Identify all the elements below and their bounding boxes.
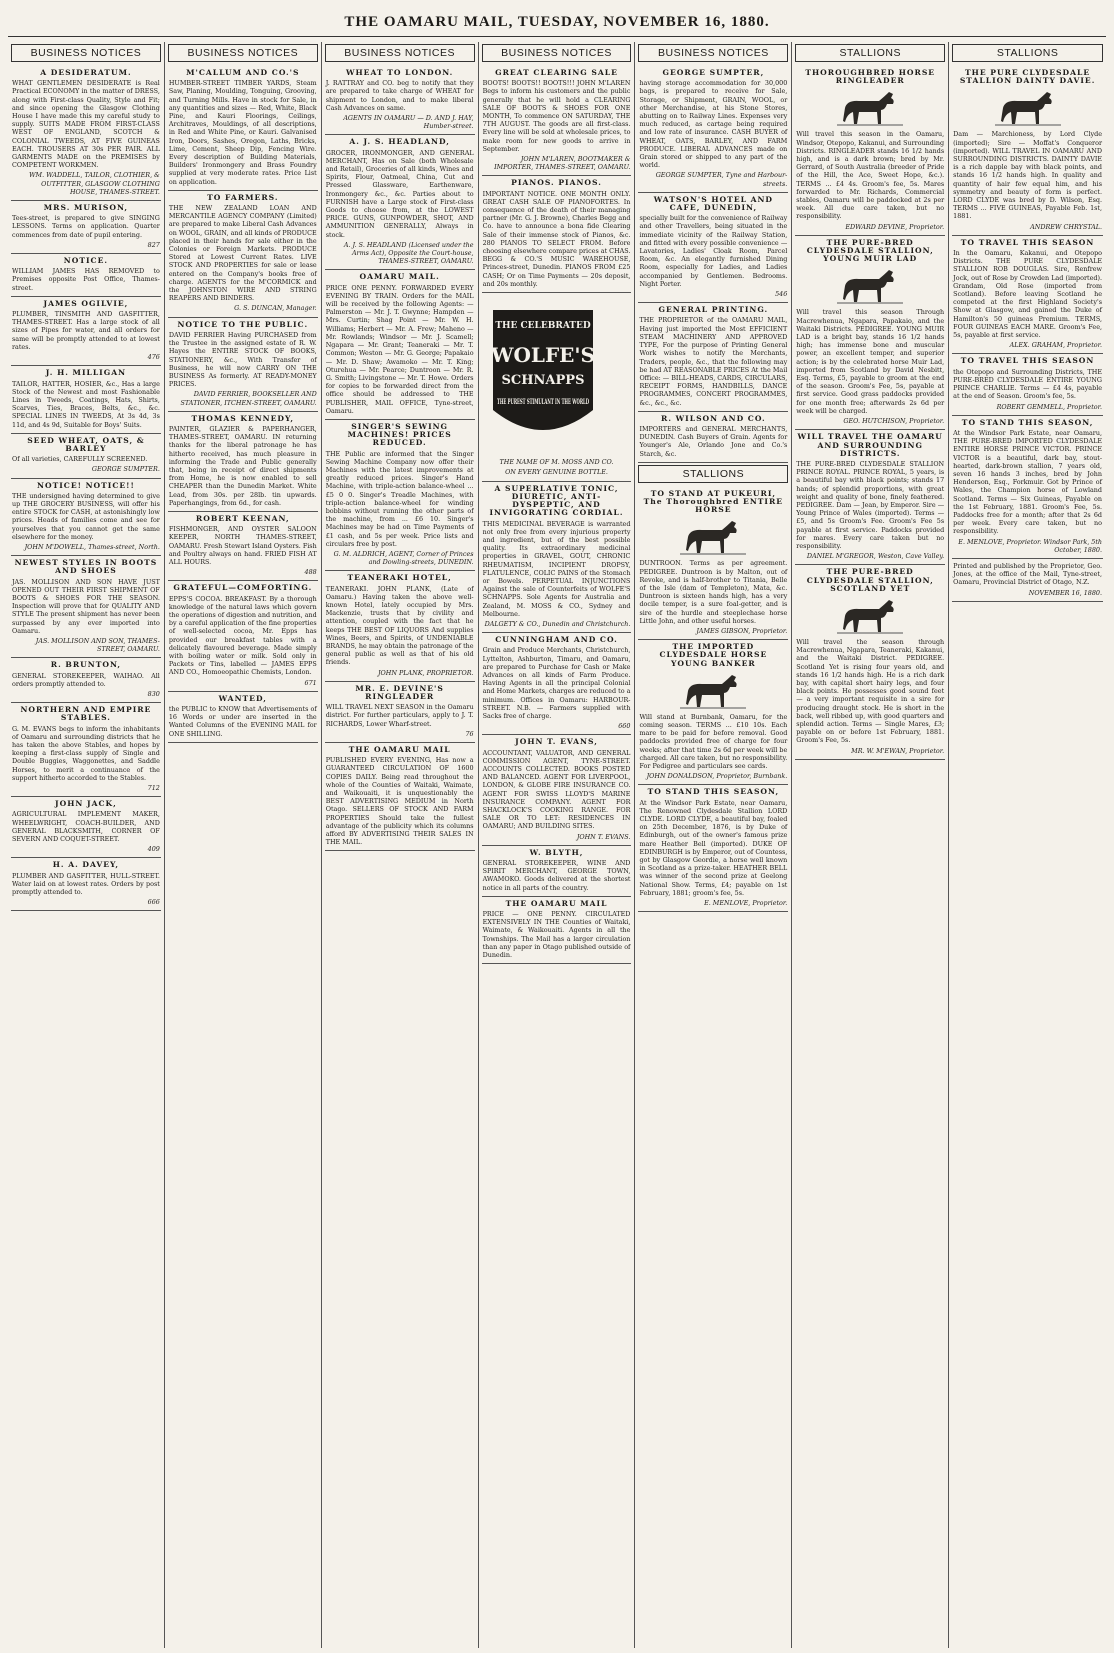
ad-body: THE PURE-BRED CLYDESDALE STALLION PRINCE ROYAL. PRINCE ROYAL, 5 years, is a beautiful bay with black points; stands 17 hands; of splendid proportions, with great weight and quality of bone, finely feathered. PEDIGREE. Dam — Jean, by Emperor. Sire — Young Prince of Wales (imported). Terms — £5, and 5s Groom's Fee. Groom's Fee 5s payable at first service. Paddocks provided for mares. Every care taken but no responsibility. (796, 459, 945, 550)
ad-body: Will travel the season through Macrewhenua, Ngapara, Teaneraki, Kakanui, and the Waitaki District. PEDIGREE. Scotland Yet is rising four years old, and stands 16 1/2 hands high. He is a rich dark bay, with capital short hairy legs, and four black points. He possesses good sound feet — a very important requisite in a sire for producing draught stock. He is short in the back, well ribbed up, with good quarters and splendid action. Terms — Single Mares, £3; payable on or before 1st February, 1881. Groom's Fee, 5s. (796, 637, 945, 745)
advertisement (952, 354, 1103, 415)
ad-signature: 660 (618, 722, 631, 731)
ad-body: PAINTER, GLAZIER & PAPERHANGER, THAMES-STREET, OAMARU. IN returning thanks for the liberal patronage he has hitherto received, has much pleasure in informing the Trade and Public generally that, being in receipt of direct shipments from Home, he is now enabled to sell CHEAPER than the Dunedin Market. White Lead, from 30s. per 28lb. tin upwards. Paperhangings, from 6d., for cash. (168, 424, 317, 507)
ad-body: G. M. EVANS begs to inform the inhabitants of Oamaru and surrounding districts that he has taken the above Stables, and hopes by keeping a first-class supply of Single and Double Buggies, Waggonettes, and Saddle Horses, to merit a continuance of the support hitherto accorded to the Stables. (12, 724, 160, 782)
ad-signature: JOHN T. EVANS. (576, 832, 631, 841)
advertisement (168, 66, 318, 191)
ad-body: Of all varieties, CAREFULLY SCREENED. (12, 455, 148, 464)
ad-heading: TO TRAVEL THIS SEASON (960, 237, 1095, 247)
ad-heading: NORTHERN AND EMPIRE STABLES. (20, 705, 152, 723)
emblem-right-text: ON EVERY GENUINE BOTTLE. (505, 468, 608, 477)
ad-heading: NOTICE! NOTICE!! (37, 480, 135, 490)
emblem-left-text: THE NAME OF M. MOSS AND CO. (499, 458, 614, 467)
ad-body: J. RATTRAY and CO. beg to notify that they are prepared to take charge of WHEAT for shipment to London, and to make liberal Cash Advances on same. (325, 79, 474, 112)
ad-signature: ANDREW CHRYSTAL. (1030, 222, 1103, 231)
ad-heading: GRATEFUL—COMFORTING. (173, 583, 313, 593)
column-heading: STALLIONS (952, 44, 1103, 62)
advertisement (11, 297, 161, 366)
emblem-bottom: THE PUREST STIMULANT IN THE WORLD (496, 397, 589, 407)
ad-signature: GEORGE SUMPTER. (91, 465, 160, 474)
advertisement (795, 236, 945, 430)
advertisement (482, 176, 632, 293)
ad-heading: TO STAND THIS SEASON, (647, 787, 780, 797)
ad-signature: E. MENLOVE, Proprietor. Windsor Park, 5th October, 1880. (958, 537, 1103, 554)
ad-heading: A SUPERLATIVE TONIC, DIURETIC, ANTI-DYSPEPTIC, AND INVIGORATING CORDIAL. (489, 483, 624, 518)
ad-body: Will travel this season in the Oamaru, Windsor, Otepopo, Kakanui, and Surrounding Districts. RINGLEADER stands 16 1/2 hands high, and is a dark brown; bred by Mr. Gerrard, of South Australia (breeder of Pride of the Hill, the Ace, Sweet Hope, &c.). TERMS ... £4 4s. Groom's fee, 5s. Mares forwarded to Mr. Richards, Commercial stables, Oamaru will be paddocked at 2s per week. All due care taken, but no responsibility. (796, 130, 945, 221)
ad-signature: NOVEMBER 16, 1880. (1028, 588, 1103, 597)
ad-signature: E. MENLOVE, Proprietor. (704, 899, 788, 908)
advertisement (638, 412, 788, 463)
ad-heading: TO TRAVEL THIS SEASON (960, 356, 1095, 366)
ad-body: PRICE ONE PENNY. FORWARDED EVERY EVENING BY TRAIN. Orders for the MAIL will be received by the following Agents: — Palmerston — Mr. J. T. Gwynne; Hampden — Mrs. Curtin; Shag Point — Mr. W. H. Williams; Herbert — Mr. A. Frew; Maheno — Mr. Rowlands; Windsor — Mr. J. Scamell; Ngapara — Mr. Grant; Teaneraki — Mr. T. Common; Weston — Mr. G. George; Papakaio — Mr. D. Shaw; Awamoko — Mr. T. King; Oturehua — Mr. Pearce; Duntroon — Mr. R. G. Smith; Livingstone — Mr. T. Howe. Orders for copies to be forwarded direct from the office should be addressed to THE PUBLISHER, MAIL OFFICE, Tyne-street, Oamaru. (325, 283, 474, 415)
ad-body: GENERAL STOREKEEPER, WINE AND SPIRIT MERCHANT, GEORGE TOWN, AWAMOKO. Goods delivered at the shortest notice in all parts of the country. (482, 859, 631, 892)
ad-heading: THE PURE-BRED CLYDESDALE STALLION, SCOTLAND YET (806, 567, 934, 593)
ad-body: specially built for the convenience of Railway and other Travellers, being situated in the immediate vicinity of the Railway Station, and fitted with every possible convenience — Lavatories, Ladies' Cloak Room, Parcel Room, &c. An elegantly furnished Dining Room, especially for Ladies, and Ladies accompanied by Gentlemen. Bedrooms. Night Porter. (639, 214, 788, 288)
ad-signature: JOHN M'LAREN, BOOTMAKER & IMPORTER, THAMES-STREET, OAMARU. (494, 155, 631, 172)
ad-body: PUBLISHED EVERY EVENING, Has now a GUARANTEED CIRCULATION OF 1600 COPIES DAILY. Being read throughout the whole of the Counties of Waitaki, Waimate, and Waikouaiti, it is unquestionably the BEST ADVERTISING MEDIUM in North Otago. SELLERS OF STOCK AND FARM PROPERTIES Should take the fullest advantage of the publicity which its columns afford BY ADVERTISING THEIR SALES IN THE MAIL. (325, 756, 474, 847)
advertisement (952, 416, 1103, 559)
ad-body: Will stand at Burnbank, Oamaru, for the coming season. TERMS ... £10 10s. Each mare to be paid for before removal. Good paddocks provided free of charge for four weeks; after that time 2s 6d per week will be charged. All care taken, but no responsibility. For Pedigree and particulars see cards. (639, 712, 788, 770)
advertisement (11, 366, 161, 433)
masthead (0, 0, 1114, 40)
emblem-name: WOLFE'S (490, 343, 595, 368)
newspaper-column (792, 42, 949, 1648)
ad-signature: 712 (147, 784, 160, 793)
advertisement (11, 797, 161, 858)
ad-body: GENERAL STOREKEEPER, WAIHAO. All orders promptly attended to. (12, 671, 160, 688)
ad-heading: SINGER'S SEWING MACHINES! PRICES REDUCED. (347, 421, 452, 448)
ad-body: IMPORTANT NOTICE. ONE MONTH ONLY. GREAT CASH SALE OF PIANOFORTES. In consequence of the death of their managing partner (Mr. G. J. Browne), Charles Begg and Co. have to announce a bona fide Clearing Sale of their immense stock of Pianos, &c. 280 PIANOS TO SELECT FROM. Before choosing elsewhere compare prices at CHAS. BEGG & CO.'S MUSIC WAREHOUSE, Princes-street, Dunedin. PIANOS FROM £25 CASH; Or on Time Payments — 20s deposit, and 20s monthly. (482, 189, 631, 288)
advertisement (168, 318, 318, 412)
horse-illustration-icon (678, 671, 748, 711)
ad-heading: H. A. DAVEY, (52, 860, 120, 870)
ad-heading: WATSON'S HOTEL AND CAFE, DUNEDIN, (653, 194, 774, 213)
advertisement (168, 581, 318, 691)
ad-body: having storage accommodation for 30,000 bags, is prepared to receive for Sale, Storage, or Shipment, GRAIN, WOOL, or other Merchandise, at his Stone Stores, abutting on to Railway Lines. Expenses very much reduced, as cartage being required and low rate of insurance. CASH BUYER of WHEAT, OATS, BARLEY, AND FARM PRODUCE. LIBERAL ADVANCES made on Grain stored or shipped to any part of the world. (639, 79, 788, 170)
wolfe-advertisement (482, 293, 632, 482)
advertisement (795, 565, 945, 759)
ad-heading: CUNNINGHAM AND CO. (495, 635, 618, 645)
column-heading: BUSINESS NOTICES (11, 44, 161, 62)
advertisement (325, 270, 475, 419)
ad-heading: A DESIDERATUM. (40, 68, 132, 77)
ad-heading: W. BLYTH, (529, 847, 584, 857)
ad-heading: THOMAS KENNEDY, (191, 413, 295, 423)
advertisement (11, 858, 161, 911)
ad-heading: OAMARU MAIL. (359, 272, 440, 282)
advertisement (795, 66, 945, 236)
ad-body: JAS. MOLLISON AND SON HAVE JUST OPENED OUT THEIR FIRST SHIPMENT OF BOOTS & SHOES FOR THE SEASON. Inspection will prove that for QUALITY AND STYLE The present shipment has never been surpassed by any ever imported into Oamaru. (12, 577, 160, 635)
ad-heading: TO STAND THIS SEASON, (961, 417, 1094, 427)
advertisement (168, 512, 318, 581)
advertisement (638, 193, 788, 303)
ad-body: THIS MEDICINAL BEVERAGE is warranted not only free from every injurious property and ingredient, but of the best possible quality. Its extraordinary medicinal properties in GRAVEL, GOUT, CHRONIC RHEUMATISM, INCIPIENT DROPSY, FLATULENCE, COLIC PAINS of the Stomach or Bowels. PERPETUAL INJUNCTIONS Against the sale of Counterfeits of WOLFE'S SCHNAPPS. Sole Agents for Australia and Zealand, M. MOSS & CO., Sydney and Melbourne. (482, 519, 631, 618)
advertisement (952, 236, 1103, 355)
emblem-sub: SCHNAPPS (501, 373, 585, 389)
wolfes-schnapps-emblem (483, 300, 603, 450)
ad-body: WILLIAM JAMES HAS REMOVED to Premises opposite Post Office, Thames-street. (12, 267, 160, 292)
ad-signature: JAMES GIBSON, Proprietor. (696, 626, 788, 635)
ad-signature: EDWARD DEVINE, Proprietor. (845, 222, 945, 231)
ad-body: GROCER, IRONMONGER, AND GENERAL MERCHANT, Has on Sale (both Wholesale and Retail), Groceries of all kinds, Wines and Spirits, Flour, Oatmeal, China, Cut and Pressed Glassware, Earthenware, Ironmongery &c., &c. Parties about to FURNISH have a Large stock of First-class Goods to choose from, at the LOWEST PRICE. GUNS, GUNPOWDER, SHOT, AND AMMUNITION GENERALLY, Always in stock. (325, 148, 474, 239)
ad-heading: J. H. MILLIGAN (45, 368, 127, 378)
ad-heading: THE PURE-BRED CLYDESDALE STALLION, YOUNG MUIR LAD (806, 237, 934, 264)
advertisement (168, 412, 318, 512)
advertisement (795, 430, 945, 565)
advertisement (638, 66, 788, 193)
ad-heading: M'CALLUM AND CO.'S (186, 68, 300, 77)
ad-signature: WM. WADDELL, TAILOR, CLOTHIER, & OUTFITTER, GLASGOW CLOTHING HOUSE, THAMES-STREET. (28, 171, 160, 196)
ad-body: the Otepopo and Surrounding Districts, THE PURE-BRED CLYDESDALE ENTIRE YOUNG PRINCE CHARLIE. Terms — £4 4s, payable at the end of Season. Groom's fee, 5s. (953, 367, 1103, 401)
ad-heading: THE IMPORTED CLYDESDALE HORSE YOUNG BANKER (659, 642, 768, 668)
advertisement (325, 682, 475, 743)
ad-signature: 488 (304, 568, 317, 577)
ad-heading: THE OAMARU MAIL (348, 745, 451, 755)
column-heading: BUSINESS NOTICES (325, 44, 475, 62)
ad-signature: JAS. MOLLISON AND SON, THAMES-STREET, OAMARU. (35, 636, 160, 654)
ad-body: DAVID FERRIER Having PURCHASED from the Trustee in the assigned estate of R. W. Hayes the ENTIRE STOCK OF BOOKS, STATIONERY, &c., With Transfer of Business, he will now CARRY ON THE BUSINESS As formerly. AT READY-MONEY PRICES. (168, 330, 317, 389)
horse-illustration-icon (835, 88, 905, 128)
advertisement (482, 846, 632, 897)
newspaper-column (322, 42, 479, 1648)
advertisement (11, 479, 161, 557)
advertisement (482, 482, 632, 633)
ad-signature: 409 (147, 845, 160, 854)
ad-heading: PIANOS. PIANOS. (511, 178, 602, 188)
advertisement (168, 692, 318, 743)
ad-heading: WHEAT TO LONDON. (345, 68, 454, 77)
ad-body: PLUMBER AND GASFITTER, HULL-STREET. Water laid on at lowest rates. Orders by post promptly attended to. (12, 871, 160, 897)
advertisement (482, 633, 632, 735)
ad-signature: DALGETY & CO., Dunedin and Christchurch. (484, 619, 631, 628)
advertisement (325, 66, 475, 135)
ad-body: TEANERAKI. JOHN PLANK, (Late of Oamaru.) Having taken the above well-known Hotel, lately occupied by Mrs. Mackenzie, trusts that by civility and attention, coupled with the fact that he keeps THE BEST OF LIQUORS And supplies Wines, Beers, and Spirits, of UNDENIABLE BRANDS, he may obtain the patronage of the general public as well as that of his old friends. (325, 584, 474, 667)
ad-signature: JOHN PLANK, PROPRIETOR. (377, 668, 474, 677)
ad-heading: THOROUGHBRED HORSE RINGLEADER (805, 68, 936, 86)
ad-body: At the Windsor Park Estate, near Oamaru, The Renowned Clydesdale Stallion LORD CLYDE. LORD CLYDE, a beautiful bay, foaled on 25th December, 1876, is by Duke of Edinburgh, out of the owner's famous prize mare Heather Bell (imported). DUKE OF EDINBURGH is by Emperor, out of Countess, got by Glasgow Geordie, a horse well known in Scotland as a prize-taker. HEATHER BELL was winner of the second prize at Geelong National Show. Terms, £4; payable on 1st February, 1881; groom's fee, 5s. (639, 798, 788, 897)
ad-body: THE Public are informed that the Singer Sewing Machine Company now offer their Machines with the latest improvements at greatly reduced prices. Singer's Hand Machine, with triple-action balance-wheel ... £5 0 0. Singer's Treadle Machines, with triple-action balance-wheel for winding bobbins without running the other parts of the machine, from ... £6 10. Singer's Machines may be had on Time Payments of £1 cash, and 5s per week. Price lists and circulars free by post. (325, 449, 474, 548)
emblem-top: THE CELEBRATED (494, 321, 591, 332)
ad-heading: NEWEST STYLES IN BOOTS AND SHOES (14, 558, 158, 576)
advertisement (638, 785, 788, 912)
columns (8, 42, 1106, 1648)
ad-body: ACCOUNTANT, VALUATOR, AND GENERAL COMMISSION AGENT, TYNE-STREET. ACCOUNTS COLLECTED. BOOKS POSTED AND BALANCED. AGENT FOR LIVERPOOL, LONDON, & GLOBE FIRE INSURANCE CO. AGENT FOR SWISS LLOYD'S MARINE INSURANCE COMPANY. AGENT FOR SHACKLOCK'S COOKING RANGE. FOR SALE OR TO LET: RESIDENCES IN OAMARU; AND BUILDING SITES. (482, 748, 631, 831)
column-heading: BUSINESS NOTICES (168, 44, 318, 62)
advertisement (11, 201, 161, 254)
ad-body: THE undersigned having determined to give up THE GROCERY BUSINESS, will offer his entire STOCK for CASH, at astonishingly low prices. Heads of families come and see for yourselves that you cannot get the same elsewhere for the money. (12, 491, 160, 541)
ad-signature: G. S. DUNCAN, Manager. (234, 304, 317, 313)
advertisement (11, 434, 161, 479)
ad-heading: MR. E. DEVINE'S RINGLEADER (355, 683, 444, 702)
advertisement (952, 559, 1103, 602)
advertisement (325, 743, 475, 851)
advertisement (638, 303, 788, 411)
column-subheading: STALLIONS (638, 465, 788, 483)
ad-heading: GREAT CLEARING SALE (495, 68, 618, 77)
ad-heading: WILL TRAVEL THE OAMARU AND SURROUNDING DISTRICTS. (797, 432, 943, 458)
advertisement (952, 66, 1103, 236)
ad-signature: 671 (304, 678, 317, 687)
ad-signature: MR. W. M'EWAN, Proprietor. (851, 746, 945, 755)
ad-signature: 827 (147, 240, 160, 249)
advertisement (11, 66, 161, 201)
ad-body: In the Oamaru, Kakanui, and Otepopo Districts. THE PURE CLYDESDALE STALLION ROB DOUGLAS. Sire, Renfrew Jock, out of Rose by Crowden Lad (imported). Grandam, Old Rose (imported from Scotland). Before leaving Scotland he competed at the first Highland Society's Show at Glasgow, and gained the Duke of Hamilton's 50 guineas Premium. TERMS, FOUR GUINEAS EACH MARE. Groom's Fee, 5s, payable at first service. (953, 249, 1103, 340)
advertisement (168, 191, 318, 318)
advertisement (638, 640, 788, 785)
ad-heading: GENERAL PRINTING. (658, 305, 769, 315)
ad-signature: 546 (775, 290, 788, 299)
ad-signature: GEORGE SUMPTER, Tyne and Harbour-streets. (655, 171, 788, 188)
ad-signature: ALEX. GRAHAM, Proprietor. (1009, 341, 1103, 350)
advertisement (325, 571, 475, 681)
ad-body: FISHMONGER, AND OYSTER SALOON KEEPER, NORTH THAMES-STREET, OAMARU. Fresh Stewart Island Oysters. Fish and Poultry always on hand. FRIED FISH AT ALL HOURS. (168, 525, 317, 566)
ad-body: WILL TRAVEL NEXT SEASON in the Oamaru district. For further particulars, apply to J. T. RICHARDS, Lower Wharf-street. (325, 703, 474, 728)
newspaper-column (8, 42, 165, 1648)
ad-body: HUMBER-STREET TIMBER YARDS, Steam Saw, Planing, Moulding, Tonguing, Grooving, and Turning Mills. Have in stock for Sale, in any quantities and sizes — Red, White, Black Pine, and Kauri Floorings, Ceilings, Architraves, Mouldings, of all descriptions, in Red and White Pine, or Kauri. Galvanised Iron, Doors, Sashes, Oregon, Laths, Bricks, Lime, Cement, Sheep Dip, Fencing Wire. Every description of Building Materials, Builders' Ironmongery and Brass Foundry supplied at very moderate rates. Price List on application. (168, 79, 317, 186)
ad-signature: JOHN M'DOWELL, Thames-street, North. (24, 542, 160, 551)
ad-body: Tees-street, is prepared to give SINGING LESSONS. Terms on application. Quarter commences from date of pupil entering. (12, 214, 160, 239)
ad-heading: JAMES OGILVIE, (43, 298, 129, 308)
horse-illustration-icon (835, 266, 905, 306)
ad-signature: A. J. S. HEADLAND (Licensed under the Arms Act), Opposite the Court-house, THAMES-STREET, OAMARU. (343, 240, 474, 266)
ad-signature: 830 (147, 690, 160, 698)
ad-body: PRICE — ONE PENNY. CIRCULATED EXTENSIVELY IN THE Counties of Waitaki, Waimate, & Waikouaiti. Agents in all the Townships. The Mail has a larger circulation than any paper in Otago published outside of Dunedin. (482, 910, 631, 960)
horse-illustration-icon (993, 88, 1063, 128)
ad-body: Grain and Produce Merchants, Christchurch, Lyttelton, Ashburton, Timaru, and Oamaru, are prepared to Purchase for Cash or Make Advances on all kinds of Farm Produce. Having Agents in all the principal Colonial and Home Markets, charges are reduced to a minimum. Offices in Oamaru: HARBOUR-STREET. N.B. — Farmers supplied with Sacks free of charge. (482, 646, 631, 720)
newspaper-column (949, 42, 1106, 1648)
advertisement (11, 703, 161, 797)
ad-heading: R. BRUNTON, (50, 660, 122, 670)
ad-heading: JOHN JACK, (55, 799, 117, 809)
ad-signature: 76 (465, 729, 474, 738)
ad-heading: ROBERT KEENAN, (195, 513, 290, 523)
ad-signature: GEO. HUTCHISON, Proprietor. (843, 417, 945, 426)
ad-heading: NOTICE TO THE PUBLIC. (177, 319, 309, 329)
advertisement (11, 254, 161, 297)
ad-heading: R. WILSON AND CO. (661, 413, 766, 423)
ad-heading: WANTED, (218, 693, 267, 703)
ad-signature: AGENTS IN OAMARU — D. AND J. HAY, Humber-street. (343, 114, 474, 131)
ad-body: THE NEW ZEALAND LOAN AND MERCANTILE AGENCY COMPANY (Limited) are prepared to make Liberal Cash Advances on WOOL, GRAIN, and all kinds of PRODUCE placed in their hands for sale either in the Colonies or Foreign Markets. PRODUCE Stored at Lowest Current Rates. LIVE STOCK AND PROPERTIES for sale or lease entered on the Company's books free of charge. AGENTS for the M'CORMICK and the JOHNSTON WIRE AND STRING REAPERS AND BINDERS. (168, 204, 317, 303)
ad-body: THE PROPRIETOR of the OAMARU MAIL, Having just imported the Most EFFICIENT STEAM MACHINERY AND APPROVED TYPE, For the purpose of Printing General Work wishes to notify the Merchants, Traders, people, &c., that the following may be had AT REASONABLE PRICES At the Mail Office: — BILL-HEADS, CARDS, CIRCULARS, RECEIPT FORMS, HANDBILLS, DANCE PROGRAMMES, CONCERT PROGRAMMES, &c., &c., &c. (639, 316, 788, 407)
ad-heading: THE PURE CLYDESDALE STALLION DAINTY DAVIE. (959, 68, 1096, 86)
ad-heading: JOHN T. EVANS, (515, 737, 598, 747)
ad-heading: MRS. MURISON, (43, 203, 129, 213)
ad-body: EPPS'S COCOA. BREAKFAST. By a thorough knowledge of the natural laws which govern the operations of digestion and nutrition, and by a careful application of the fine properties of well-selected cocoa, Mr. Epps has provided our breakfast tables with a delicately flavoured beverage. Made simply with boiling water or milk. Sold only in Packets or Tins, labelled — JAMES EPPS AND CO., Homoeopathic Chemists, London. (168, 594, 317, 677)
ad-body: At the Windsor Park Estate, near Oamaru, THE PURE-BRED IMPORTED CLYDESDALE ENTIRE HORSE PRINCE VICTOR. PRINCE VICTOR is a beautiful, dark bay, stout-hearted, dark-brown stallion, 7 years old, seven 16 hands 3 inches, bred by John Henderson, Esq., Forkmuir. Got by Prince of Wales, the Champion horse of Lowland Scotland. Terms — Six Guineas, Payable on the 1st February, 1881. Groom's Fee, 5s. Paddocks free for a month; after that 2s 6d per week. Every care taken, but no responsibility. (953, 428, 1103, 536)
newspaper-column (165, 42, 322, 1648)
advertisement (325, 135, 475, 270)
ad-body: TAILOR, HATTER, HOSIER, &c., Has a large Stock of the Newest and most Fashionable Lines in Tweeds, Coatings, Hats, Shirts, Scarves, Ties, Braces, Belts, &c., &c. SPECIAL LINES IN TWEEDS, At 3s 4d, 3s 11d, and 4s 9d, Suitable for Boys' Suits. (12, 379, 160, 429)
ad-body: Printed and published by the Proprietor, Geo. Jones, at the office of the Mail, Tyne-street, Oamaru, Provincial District of Otago, N.Z. (953, 561, 1103, 587)
horse-illustration-icon (678, 517, 748, 557)
ad-heading: TEANERAKI HOTEL, (347, 573, 452, 583)
ad-heading: THE OAMARU MAIL (505, 898, 608, 908)
ad-signature: JOHN DONALDSON, Proprietor, Burnbank. (646, 772, 788, 781)
ad-signature: DAVID FERRIER, BOOKSELLER AND STATIONER, ITCHEN-STREET, OAMARU. (180, 390, 317, 407)
ad-heading: SEED WHEAT, OATS, & BARLEY (27, 435, 145, 453)
masthead-title: THE OAMARU MAIL, TUESDAY, NOVEMBER 16, 1880. (344, 14, 770, 30)
ad-body: IMPORTERS and GENERAL MERCHANTS, DUNEDIN. Cash Buyers of Grain. Agents for Younger's Ale, Orlando Jone and Co.'s Starch, &c. (639, 424, 788, 458)
ad-signature: 666 (147, 898, 160, 907)
advertisement (482, 897, 632, 964)
newspaper-column (479, 42, 636, 1648)
advertisement (11, 658, 161, 703)
masthead-rule (8, 36, 1106, 37)
advertisement (638, 487, 788, 640)
ad-signature: G. M. ALDRICH, AGENT, Corner of Princes and Dowling-streets, DUNEDIN. (333, 549, 474, 567)
ad-heading: GEORGE SUMPTER, (662, 68, 765, 77)
advertisement (325, 420, 475, 571)
ad-signature: 476 (147, 353, 160, 362)
advertisement (482, 66, 632, 176)
column-heading: BUSINESS NOTICES (638, 44, 788, 62)
ad-body: WHAT GENTLEMEN DESIDERATE is Real Practical ECONOMY in the matter of DRESS, along with First-class Quality, Style and Fit; and since opening the Glasgow Clothing House I have made this my careful study to supply. SUITS MADE FROM FIRST-CLASS WEST OF ENGLAND, SCOTCH & COLONIAL TWEEDS, AT FIVE GUINEAS EACH. TROUSERS AT 30s PER PAIR. ALL GARMENTS MADE on the PREMISES by COMPETENT WORKMEN. (12, 79, 160, 170)
ad-heading: A. J. S. HEADLAND, (349, 137, 450, 147)
ad-body: the PUBLIC to KNOW that Advertisements of 16 Words or under are inserted in the Wanted Columns of the EVENING MAIL for ONE SHILLING. (168, 705, 317, 738)
ad-signature: DANIEL M'GREGOR, Weston, Cave Valley. (806, 552, 945, 561)
ad-body: Will travel this season Through Macrewhenua, Ngapara, Papakaio, and the Waitaki Districts. PEDIGREE. YOUNG MUIR LAD is a bright bay, stands 16 1/2 hands high; has immense bone and muscular power, an excellent temper, and superior action; is by the celebrated horse Muir Lad, imported from Scotland by David Nesbitt, Esq. Terms, £5, payable to groom at the end of the season. Groom's Fee, 5s, payable at first service. Good grass paddocks provided for one month free; afterwards 2s 6d per week will be charged. (796, 308, 945, 415)
horse-illustration-icon (835, 596, 905, 636)
ad-signature: ROBERT GEMMELL, Proprietor. (996, 402, 1103, 411)
ad-heading: TO STAND AT PUKEURI, The Thoroughbred ENTIRE HORSE (643, 488, 784, 515)
column-heading: STALLIONS (795, 44, 945, 62)
ad-body: AGRICULTURAL IMPLEMENT MAKER, WHEELWRIGHT, COACH-BUILDER, AND GENERAL BLACKSMITH, CORNER OF SEVERN AND COQUET-STREET. (12, 810, 160, 844)
newspaper-column (635, 42, 792, 1648)
advertisement (482, 735, 632, 845)
ad-body: BOOTS! BOOTS!! BOOTS!!! JOHN M'LAREN Begs to inform his customers and the public generally that he will hold a CLEARING SALE OF BOOTS & SHOES FOR ONE MONTH, To commence ON SATURDAY, THE 7TH AUGUST. The goods are all first-class. Every line will be sold at wholesale prices, to make room for new goods to arrive in September. (482, 79, 631, 153)
ad-body: PLUMBER, TINSMITH AND GASFITTER, THAMES-STREET. Has a large stock of all sizes of Pipes for water, and all orders for same will be promptly attended to at lowest rates. (12, 310, 160, 351)
ad-heading: TO FARMERS. (207, 192, 279, 202)
ad-body: Dam — Marchioness, by Lord Clyde (imported); Sire — Moffat's Conqueror (imported). WILL TRAVEL IN OAMARU AND SURROUNDING DISTRICTS. DAINTY DAVIE is a rich dapple bay with black points, and stands 16 1/2 hands high. In quality and quantity of hair few equal him, and his symmetry and beauty of form is perfect. LORD CLYDE was bred by D. Wilson, Esq. TERMS ... FIVE GUINEAS, Payable Feb. 1st, 1881. (953, 130, 1103, 221)
advertisement (11, 556, 161, 658)
ad-heading: NOTICE. (63, 256, 109, 266)
ad-body: DUNTROON. Terms as per agreement. PEDIGREE. Duntroon is by Malton, out of Revoke, and is half-brother to Titania, Belle of the Isle (dam of Templeton), Mata, &c. Duntroon is sixteen hands high, has a very docile temper, is a sure foal-getter, and is sire of the hurdle and steeplechase horse Little John, and other useful horses. (639, 559, 788, 625)
column-heading: BUSINESS NOTICES (482, 44, 632, 62)
